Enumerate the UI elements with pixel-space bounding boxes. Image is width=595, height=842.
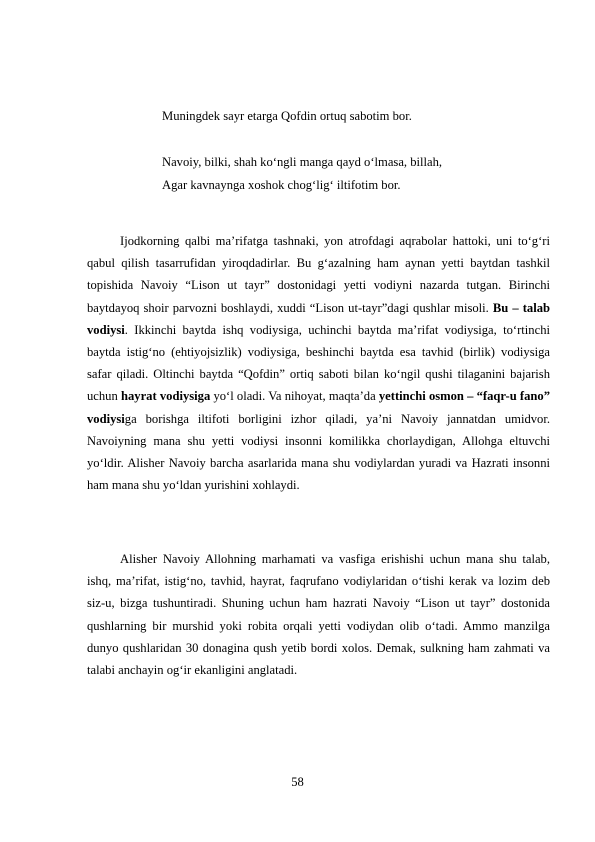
paragraph-text: Ijodkorning qalbi ma’rifatga tashnaki, yon atrofdagi aqrabolar hattoki, uni to‘g‘ri qabul qilish tasarrufidan yiroqdadirlar. Bu g‘azalning ham aynan yetti baytdan tashkil topishida Navoiy “Lison ut tayr” dostonidagi yetti vodiyni nazarda tutgan. Birinchi baytdayoq shoir parvozni boshlaydi, xuddi “Lison ut-tayr”dagi qushlar misoli. <box>87 234 550 315</box>
page-number: 58 <box>291 775 304 789</box>
paragraph-seven-valleys <box>87 230 550 496</box>
talab-valley-emphasis: Bu – talab vodiysi <box>87 300 550 337</box>
faqr-fano-valley-emphasis: yettinchi osmon – “faqr-u fano” vodiysi <box>87 389 551 426</box>
poem-line-1: Muningdek sayr etarga Qofdin ortuq sabotim bor. <box>162 109 412 123</box>
paragraph-text: ga borishga iltifoti borligini izhor qiladi, ya’ni Navoiy jannatdan umidvor. Navoiyning mana shu yetti vodiysi insonni komilikka chorlaydigan, Allohga eltuvchi yo‘ldir. Alisher Navoiy barcha asarlarida mana shu vodiylardan yuradi va Hazrati insonni ham mana shu yo‘ldan yurishini xohlaydi. <box>87 411 550 493</box>
paragraph-text: yo‘l oladi. Va nihoyat, maqta’da <box>210 389 379 404</box>
poem-line-3: Agar kavnaynga xoshok chog‘lig‘ iltifotim bor. <box>162 178 401 192</box>
paragraph-text: . Ikkinchi baytda ishq vodiysiga, uchinchi baytda ma’rifat vodiysiga, to‘rtinchi baytda istig‘no (ehtiyojsizlik) vodiysiga, beshinchi baytda esa tavhid (birlik) vodiysiga safar qiladi. Oltinchi baytda “Qofdin” ortiq saboti bilan ko‘ngil qushi tilaganini bajarish uchun <box>87 322 550 404</box>
paragraph-conclusion: Alisher Navoiy Allohning marhamati va vasfiga erishishi uchun mana shu talab, ishq, ma’rifat, istig‘no, tavhid, hayrat, faqrufano vodiylaridan o‘tishi kerak va lozim deb siz-u, bizga tushuntiradi. Shuning uchun ham hazrati Navoiy “Lison ut tayr” dostonida qushlarning bir murshid yoki robita orqali yetti vodiydan olib o‘tadi. Ammo manzilga dunyo qushlaridan 30 donagina qush yetib bordi xolos. Demak, sulkning ham zahmati va talabi anchayin og‘ir ekanligini anglatadi. <box>87 552 550 678</box>
poem-line-2: Navoiy, bilki, shah ko‘ngli manga qayd o‘lmasa, billah, <box>162 155 443 169</box>
hayrat-valley-emphasis: hayrat vodiysiga <box>120 389 211 404</box>
